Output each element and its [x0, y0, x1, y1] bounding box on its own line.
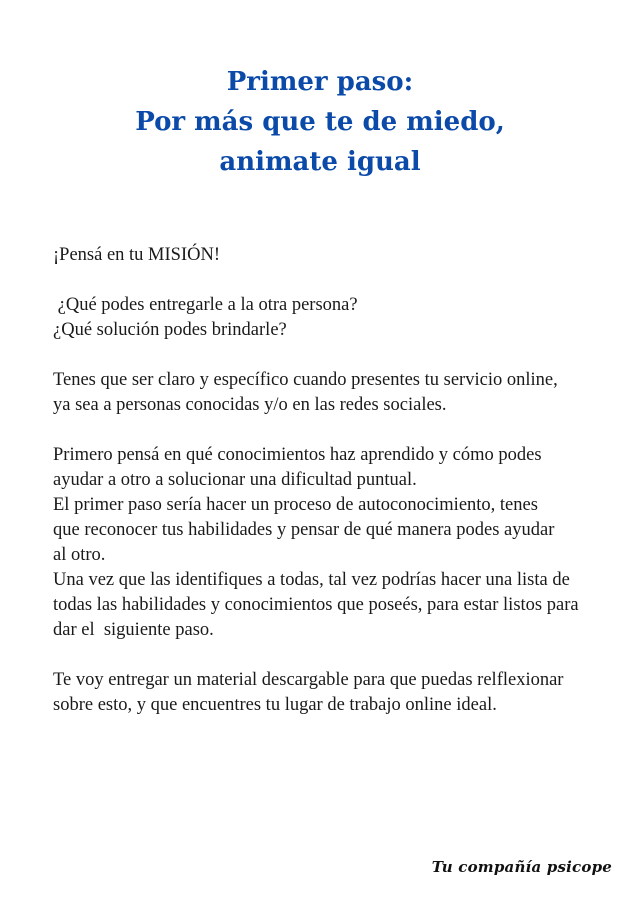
question-2: ¿Qué solución podes brindarle?: [53, 320, 287, 340]
paragraph-3-line-2: sobre esto, y que encuentres tu lugar de trabajo online ideal.: [53, 695, 497, 715]
paragraph-2-line-6: Una vez que las identifiques a todas, tal vez podrías hacer una lista de: [53, 570, 570, 590]
question-1: ¿Qué podes entregarle a la otra persona?: [53, 295, 358, 315]
paragraph-2-line-1: Primero pensá en qué conocimientos haz aprendido y cómo podes: [53, 445, 542, 465]
paragraph-1-line-1: Tenes que ser claro y específico cuando presentes tu servicio online,: [53, 370, 558, 390]
paragraph-3-line-1: Te voy entregar un material descargable para que puedas relflexionar: [53, 670, 564, 690]
signature: Tu compañía psicope: [431, 858, 612, 876]
paragraph-2-line-4: que reconocer tus habilidades y pensar de qué manera podes ayudar: [53, 520, 555, 540]
paragraph-2-line-8: dar el siguiente paso.: [53, 620, 214, 640]
body-text: [53, 243, 613, 718]
title-line-2: Por más que te de miedo,: [135, 107, 505, 137]
title-line-3: animate igual: [219, 147, 421, 177]
title-line-1: Primer paso:: [226, 67, 414, 97]
paragraph-2-line-3: El primer paso sería hacer un proceso de autoconocimiento, tenes: [53, 495, 538, 515]
mission-line: ¡Pensá en tu MISIÓN!: [53, 245, 220, 265]
paragraph-2-line-7: todas las habilidades y conocimientos que poseés, para estar listos para: [53, 595, 579, 615]
page-title: [0, 62, 640, 182]
paragraph-2-line-5: al otro.: [53, 545, 106, 565]
paragraph-2-line-2: ayudar a otro a solucionar una dificultad puntual.: [53, 470, 417, 490]
paragraph-1-line-2: ya sea a personas conocidas y/o en las redes sociales.: [53, 395, 447, 415]
